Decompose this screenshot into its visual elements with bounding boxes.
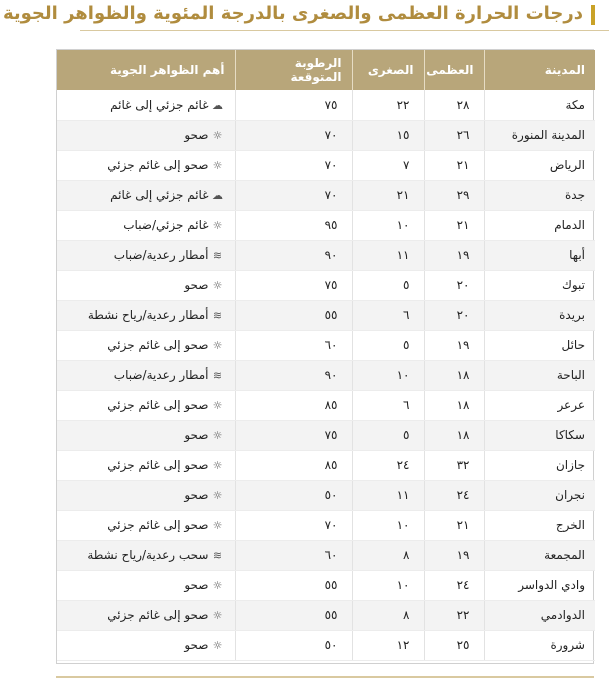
- weather-text: صحو: [184, 428, 209, 442]
- weather-cell: [57, 90, 235, 120]
- weather-icon: ☼: [212, 579, 223, 592]
- max-temp-cell: ١٩: [424, 540, 484, 570]
- weather-cell: [57, 420, 235, 450]
- weather-icon: ☼: [212, 609, 223, 622]
- max-temp-cell: ٢٦: [424, 120, 484, 150]
- table-row: [57, 270, 595, 300]
- table-row: [57, 300, 595, 330]
- min-temp-cell: ١١: [352, 240, 424, 270]
- weather-text: صحو إلى غائم جزئي: [107, 338, 209, 352]
- city-cell: شرورة: [484, 630, 595, 660]
- table-body: [57, 90, 595, 660]
- weather-cell: [57, 180, 235, 210]
- weather-text: صحو: [184, 278, 209, 292]
- weather-text: أمطار رعدية/ضباب: [113, 248, 209, 262]
- max-temp-cell: ٢٤: [424, 480, 484, 510]
- weather-icon: ☁: [212, 98, 223, 112]
- header-min: الصغرى: [352, 50, 424, 90]
- city-cell: المدينة المنورة: [484, 120, 595, 150]
- city-cell: جازان: [484, 450, 595, 480]
- city-cell: الخرج: [484, 510, 595, 540]
- max-temp-cell: ٢٠: [424, 300, 484, 330]
- weather-cell: [57, 210, 235, 240]
- humidity-cell: ٧٠: [235, 510, 352, 540]
- min-temp-cell: ١٠: [352, 210, 424, 240]
- weather-cell: [57, 600, 235, 630]
- table-row: [57, 420, 595, 450]
- header-city: المدينة: [484, 50, 595, 90]
- weather-text: صحو: [184, 128, 209, 142]
- weather-cell: [57, 300, 235, 330]
- humidity-cell: ٦٠: [235, 540, 352, 570]
- min-temp-cell: ١٠: [352, 360, 424, 390]
- humidity-cell: ٦٠: [235, 330, 352, 360]
- table-row: [57, 540, 595, 570]
- title-accent-bar: [591, 5, 595, 25]
- city-cell: عرعر: [484, 390, 595, 420]
- min-temp-cell: ٨: [352, 600, 424, 630]
- max-temp-cell: ٢١: [424, 150, 484, 180]
- weather-cell: [57, 450, 235, 480]
- title-underline: [80, 30, 609, 31]
- city-cell: مكة: [484, 90, 595, 120]
- table-row: [57, 450, 595, 480]
- max-temp-cell: ١٩: [424, 330, 484, 360]
- max-temp-cell: ١٨: [424, 390, 484, 420]
- weather-icon: ☼: [212, 459, 223, 472]
- city-cell: وادي الدواسر: [484, 570, 595, 600]
- city-cell: نجران: [484, 480, 595, 510]
- city-cell: الرياض: [484, 150, 595, 180]
- weather-cell: [57, 390, 235, 420]
- humidity-cell: ٧٥: [235, 270, 352, 300]
- city-cell: بريدة: [484, 300, 595, 330]
- min-temp-cell: ١٠: [352, 510, 424, 540]
- weather-table: [57, 50, 595, 661]
- max-temp-cell: ٢١: [424, 510, 484, 540]
- table-row: [57, 360, 595, 390]
- humidity-cell: ٧٠: [235, 150, 352, 180]
- table-row: [57, 120, 595, 150]
- title-bar: [2, 0, 609, 30]
- city-cell: المجمعة: [484, 540, 595, 570]
- weather-icon: ☼: [212, 219, 223, 232]
- weather-cell: [57, 270, 235, 300]
- weather-cell: [57, 480, 235, 510]
- min-temp-cell: ١٥: [352, 120, 424, 150]
- weather-text: أمطار رعدية/رياح نشطة: [87, 308, 209, 322]
- max-temp-cell: ٢٤: [424, 570, 484, 600]
- table-row: [57, 480, 595, 510]
- weather-icon: ☼: [212, 489, 223, 502]
- humidity-cell: ٩٠: [235, 240, 352, 270]
- humidity-cell: ٥٥: [235, 600, 352, 630]
- city-cell: تبوك: [484, 270, 595, 300]
- weather-icon: ☼: [212, 399, 223, 412]
- min-temp-cell: ٨: [352, 540, 424, 570]
- table-row: [57, 180, 595, 210]
- min-temp-cell: ١١: [352, 480, 424, 510]
- min-temp-cell: ٦: [352, 300, 424, 330]
- weather-icon: ≋: [212, 369, 223, 382]
- weather-icon: ☼: [212, 279, 223, 292]
- weather-text: صحو إلى غائم جزئي: [107, 518, 209, 532]
- table-row: [57, 240, 595, 270]
- weather-text: صحو إلى غائم جزئي: [107, 608, 209, 622]
- table-row: [57, 510, 595, 540]
- weather-text: صحو: [184, 578, 209, 592]
- weather-cell: [57, 630, 235, 660]
- weather-text: غائم جزئي إلى غائم: [110, 188, 209, 202]
- weather-icon: ☼: [212, 519, 223, 532]
- table-row: [57, 630, 595, 660]
- weather-icon: ☼: [212, 339, 223, 352]
- weather-cell: [57, 330, 235, 360]
- weather-text: صحو: [184, 488, 209, 502]
- header-max: العظمى: [424, 50, 484, 90]
- weather-icon: ☁: [212, 189, 223, 202]
- city-cell: أبها: [484, 240, 595, 270]
- max-temp-cell: ١٨: [424, 420, 484, 450]
- weather-icon: ≋: [212, 549, 223, 562]
- weather-icon: ≋: [212, 249, 223, 262]
- city-cell: الدوادمي: [484, 600, 595, 630]
- humidity-cell: ٩٥: [235, 210, 352, 240]
- weather-text: أمطار رعدية/ضباب: [113, 368, 209, 382]
- table-row: [57, 330, 595, 360]
- table-row: [57, 570, 595, 600]
- table-header-row: [57, 50, 595, 90]
- humidity-cell: ٧٥: [235, 420, 352, 450]
- city-cell: الباحة: [484, 360, 595, 390]
- max-temp-cell: ١٨: [424, 360, 484, 390]
- humidity-cell: ٥٥: [235, 570, 352, 600]
- min-temp-cell: ٢٤: [352, 450, 424, 480]
- weather-icon: ≋: [212, 309, 223, 322]
- table-row: [57, 600, 595, 630]
- min-temp-cell: ٢١: [352, 180, 424, 210]
- humidity-cell: ٥٠: [235, 630, 352, 660]
- max-temp-cell: ٢٠: [424, 270, 484, 300]
- min-temp-cell: ٧: [352, 150, 424, 180]
- page-title: درجات الحرارة العظمى والصغرى بالدرجة المئوية والظواهر الجوية: [2, 3, 583, 24]
- weather-text: غائم جزئي إلى غائم: [110, 97, 209, 112]
- max-temp-cell: ٢٥: [424, 630, 484, 660]
- table-row: [57, 210, 595, 240]
- min-temp-cell: ١٠: [352, 570, 424, 600]
- weather-cell: [57, 240, 235, 270]
- city-cell: جدة: [484, 180, 595, 210]
- min-temp-cell: ٦: [352, 390, 424, 420]
- header-humidity: الرطوبة المتوقعة: [235, 50, 352, 90]
- weather-cell: [57, 570, 235, 600]
- humidity-cell: ٥٠: [235, 480, 352, 510]
- header-weather: أهم الظواهر الجوية: [109, 63, 225, 77]
- table-row: [57, 90, 595, 120]
- table-row: [57, 390, 595, 420]
- weather-icon: ☼: [212, 129, 223, 142]
- humidity-cell: ٩٠: [235, 360, 352, 390]
- weather-cell: [57, 150, 235, 180]
- weather-text: سحب رعدية/رياح نشطة: [87, 548, 209, 562]
- city-cell: حائل: [484, 330, 595, 360]
- weather-cell: [57, 540, 235, 570]
- min-temp-cell: ١٢: [352, 630, 424, 660]
- weather-icon: ☼: [212, 159, 223, 172]
- min-temp-cell: ٥: [352, 420, 424, 450]
- weather-icon: ☼: [212, 429, 223, 442]
- weather-cell: [57, 360, 235, 390]
- city-cell: الدمام: [484, 210, 595, 240]
- city-cell: سكاكا: [484, 420, 595, 450]
- table-row: [57, 150, 595, 180]
- weather-text: صحو: [184, 638, 209, 652]
- humidity-cell: ٧٥: [235, 90, 352, 120]
- weather-icon: ☼: [212, 639, 223, 652]
- min-temp-cell: ٥: [352, 330, 424, 360]
- max-temp-cell: ٢١: [424, 210, 484, 240]
- weather-table-container: [56, 49, 594, 664]
- weather-cell: [57, 510, 235, 540]
- max-temp-cell: ١٩: [424, 240, 484, 270]
- max-temp-cell: ٢٨: [424, 90, 484, 120]
- max-temp-cell: ٢٩: [424, 180, 484, 210]
- max-temp-cell: ٢٢: [424, 600, 484, 630]
- min-temp-cell: ٥: [352, 270, 424, 300]
- humidity-cell: ٨٥: [235, 390, 352, 420]
- max-temp-cell: ٣٢: [424, 450, 484, 480]
- weather-text: صحو إلى غائم جزئي: [107, 458, 209, 472]
- bottom-divider: [56, 676, 594, 678]
- humidity-cell: ٧٠: [235, 120, 352, 150]
- weather-cell: [57, 120, 235, 150]
- humidity-cell: ٨٥: [235, 450, 352, 480]
- min-temp-cell: ٢٢: [352, 90, 424, 120]
- humidity-cell: ٥٥: [235, 300, 352, 330]
- weather-text: غائم جزئي/ضباب: [123, 218, 209, 232]
- humidity-cell: ٧٠: [235, 180, 352, 210]
- weather-text: صحو إلى غائم جزئي: [107, 158, 209, 172]
- weather-text: صحو إلى غائم جزئي: [107, 398, 209, 412]
